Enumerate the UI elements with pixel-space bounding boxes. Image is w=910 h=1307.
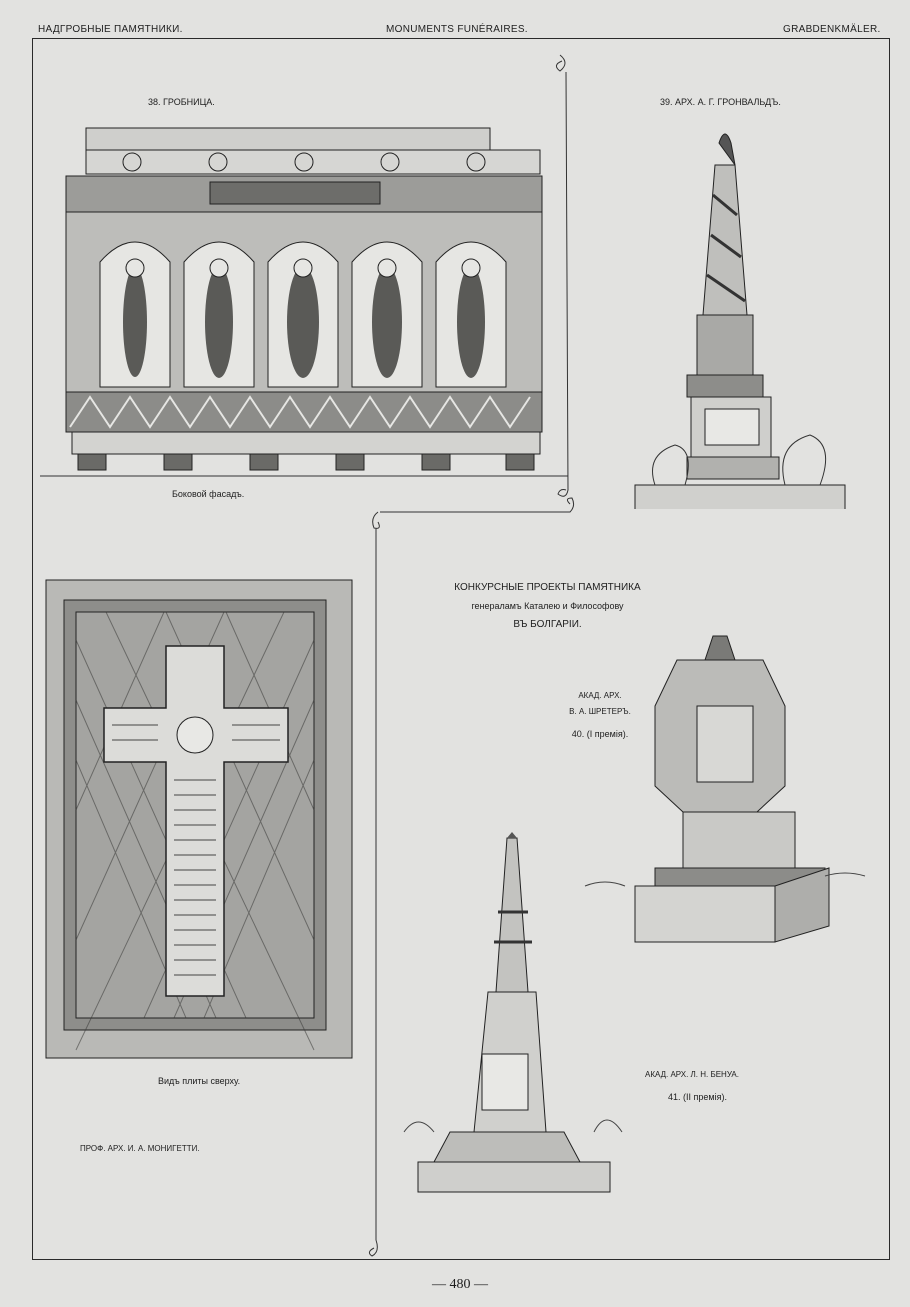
slab-illustration xyxy=(46,580,352,1058)
fig40-label: 40. (I премія). xyxy=(571,729,629,739)
tomb-illustration xyxy=(60,122,550,477)
header-center: MONUMENTS FUNÉRAIRES. xyxy=(386,24,528,35)
monument-40-illustration xyxy=(585,636,867,948)
page-number: — 480 — xyxy=(432,1277,488,1292)
fig38-caption: Боковой фасадъ. xyxy=(172,489,245,499)
fig40-author-line2: В. А. ШРЕТЕРЪ. xyxy=(569,707,631,716)
fig40-author-line1: АКАД. АРХ. xyxy=(578,691,622,700)
obelisk-illustration xyxy=(635,125,845,510)
competition-line2: генераламъ Каталею и Философову xyxy=(471,601,624,611)
slab-caption: Видъ плиты сверху. xyxy=(158,1076,241,1086)
slab-author: ПРОФ. АРХ. И. А. МОНИГЕТТИ. xyxy=(80,1144,200,1153)
header-left: НАДГРОБНЫЕ ПАМЯТНИКИ. xyxy=(38,24,183,35)
competition-line3: ВЪ БОЛГАРІИ. xyxy=(513,619,582,630)
competition-line1: КОНКУРСНЫЕ ПРОЕКТЫ ПАМЯТНИКА xyxy=(454,582,641,593)
fig38-title: 38. ГРОБНИЦА. xyxy=(148,97,215,107)
fig41-author: АКАД. АРХ. Л. Н. БЕНУА. xyxy=(645,1070,739,1079)
fig41-label: 41. (II премія). xyxy=(668,1092,727,1102)
header-right: GRABDENKMÄLER. xyxy=(783,24,881,35)
monument-41-illustration xyxy=(404,832,626,1220)
fig39-title: 39. АРХ. А. Г. ГРОНВАЛЬДЪ. xyxy=(660,97,781,107)
